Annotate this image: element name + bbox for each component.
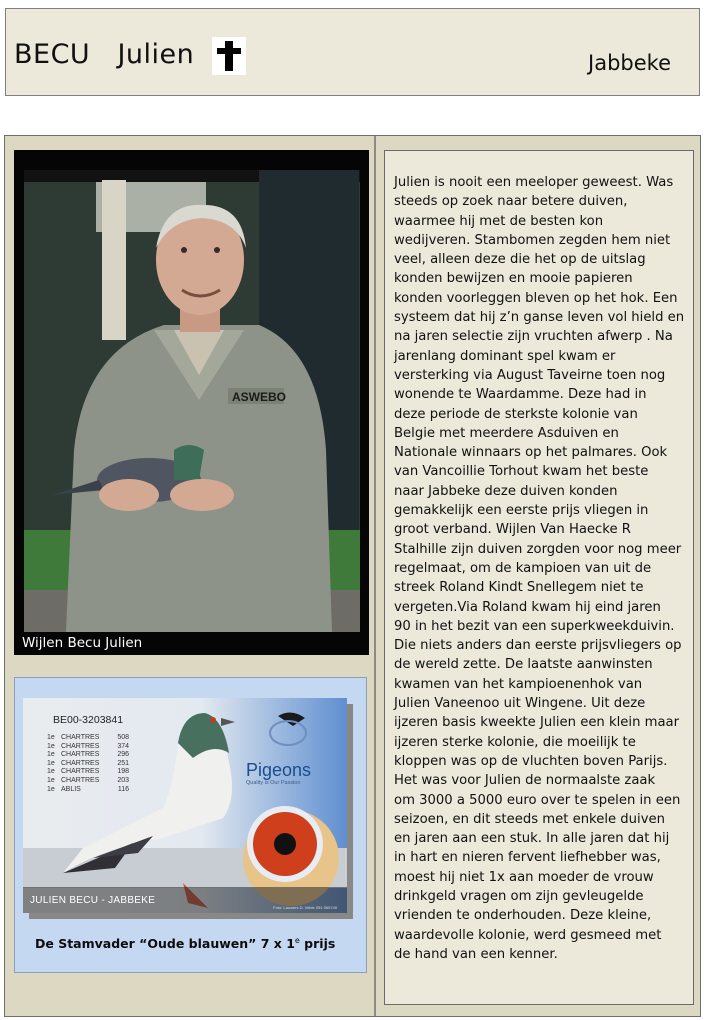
- article-line: Julien Vaneenoo uit Wingene. Uit deze: [394, 696, 646, 712]
- article-line: 90 in het bezit van een superkweekduivin.: [394, 618, 675, 634]
- portrait-photo: [14, 150, 369, 655]
- article-line: wedijveren. Stambomen zegden hem niet: [394, 232, 671, 248]
- article-line: ijzeren sterke kolonie, die moeilijk te: [394, 734, 636, 750]
- result-row: 1e ABLIS 116: [47, 785, 129, 793]
- article-line: Stalhille zijn duiven zorgden voor nog meer: [394, 541, 682, 557]
- article-line: konden bewijzen en mooie papieren: [394, 271, 633, 287]
- article-line: waardevolle kolonie, werd gesmeed met: [394, 927, 662, 943]
- article-line: kwamen van het kampioenenhok van: [394, 676, 643, 692]
- article-line: jarenlang dominant spel kwam er: [394, 348, 616, 364]
- photo-caption: Wijlen Becu Julien: [22, 635, 143, 651]
- article-line: waarmee hij met de besten kon: [394, 213, 604, 229]
- article-line: vrienden te onderhouden. Deze kleine,: [394, 908, 652, 924]
- article-line: Het was voor Julien de normaalste zaak: [394, 773, 656, 789]
- article-line: in hart en nieren fervent liefhebber was,: [394, 850, 661, 866]
- ring-number: BE00-3203841: [53, 714, 124, 726]
- article-line: regelmaat, om de kampioen van uit de: [394, 560, 652, 576]
- article-line: naar Jabbeke deze duiven konden: [394, 483, 618, 499]
- article-line: Die niets anders dan eerste prijsvliegers op: [394, 638, 682, 654]
- article-line: veel, alleen deze die het op de uitslag: [394, 252, 646, 268]
- brand-logo-text: Pigeons: [246, 760, 312, 780]
- article-line: Nationale winnaars op het palmares. Ook: [394, 445, 668, 461]
- pigeon-stamp-image: [23, 698, 347, 913]
- article-line: streek Roland Kindt Snellegem niet te: [394, 580, 644, 596]
- results-list: [47, 734, 129, 794]
- result-row: 1e CHARTRES 296: [47, 751, 129, 759]
- article-line: gemakkelijk een eerste prijs vliegen in: [394, 503, 649, 519]
- article-line: de hand van een kenner.: [394, 946, 558, 962]
- article-line: kloppen was op de vluchten boven Parijs.: [394, 753, 668, 769]
- brand-tagline: Quality is Our Passion: [246, 780, 301, 786]
- article-text: [394, 173, 692, 964]
- article-line: om 3000 a 5000 euro over te spelen in een: [394, 792, 681, 808]
- article-box: [384, 150, 694, 1005]
- card-caption: De Stamvader “Oude blauwen” 7 x 1e prijs: [35, 936, 336, 952]
- result-row: 1e CHARTRES 508: [47, 734, 129, 741]
- result-row: 1e CHARTRES 203: [47, 776, 129, 784]
- article-line: vergeten.Via Roland kwam hij eind jaren: [394, 599, 661, 615]
- result-row: 1e CHARTRES 251: [47, 759, 129, 767]
- article-line: versterking via August Taveirne toen nog: [394, 367, 666, 383]
- fancier-town: Jabbeke: [588, 51, 671, 75]
- article-line: drinkgeld vragen om zijn gevleugelde: [394, 888, 644, 904]
- page-header: [5, 8, 700, 96]
- article-line: de wereld zette. De laatste aanwinsten: [394, 657, 653, 673]
- pigeon-card: [14, 677, 367, 973]
- article-line: systeem dat hij z’n ganse leven vol hield en: [394, 310, 685, 326]
- article-line: Belgie met meerdere Asduiven en: [394, 425, 619, 441]
- article-line: deze periode de sterkste kolonie van: [394, 406, 638, 422]
- article-line: van Vancoillie Torhout kwam het beste: [394, 464, 649, 480]
- cross-icon: [212, 37, 246, 75]
- content-panel: [4, 135, 701, 1017]
- column-divider: [374, 136, 376, 1016]
- article-line: na jaren selectie zijn vruchten afwerp . Na: [394, 329, 673, 345]
- jacket-label: ASWEBO: [232, 390, 286, 404]
- fancier-name: BECU Julien: [14, 39, 195, 70]
- portrait-image: [14, 150, 369, 655]
- article-line: en jaren aan een stuk. In alle jaren dat hij: [394, 831, 670, 847]
- pigeon-illustration: [23, 698, 347, 913]
- article-line: steeds op zoek naar betere duiven,: [394, 194, 628, 210]
- article-line: ijzeren basis kweekte Julien een klein maar: [394, 715, 680, 731]
- result-row: 1e CHARTRES 198: [47, 768, 129, 776]
- article-line: konden voorleggen bleven op het hok. Een: [394, 290, 678, 306]
- article-line: groot verband. Wijlen Van Haecke R: [394, 522, 631, 538]
- article-line: wonende te Waardamme. Deze had in: [394, 387, 647, 403]
- photo-credit: Foto: Lauwers D. Velde 051 565745: [273, 905, 337, 910]
- article-line: moest hij niet 1x aan moeder de vrouw: [394, 869, 654, 885]
- stamp-title: JULIEN BECU - JABBEKE: [30, 895, 156, 906]
- article-line: seizoen, en dit steeds met enkele duiven: [394, 811, 665, 827]
- article-line: Julien is nooit een meeloper geweest. Was: [394, 175, 674, 190]
- result-row: 1e CHARTRES 374: [47, 742, 129, 750]
